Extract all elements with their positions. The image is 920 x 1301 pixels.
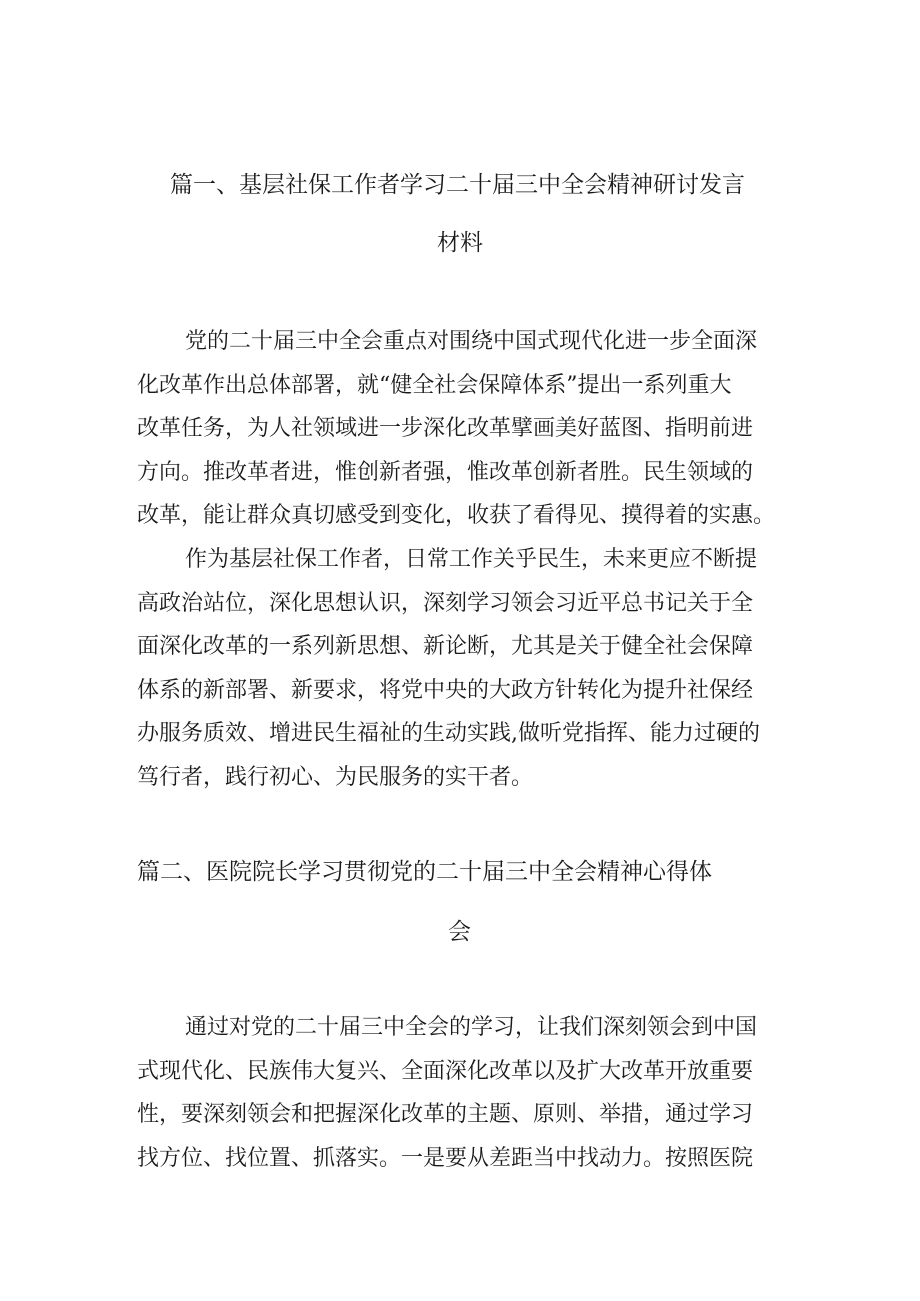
section-2-title-line-2: 会 — [448, 919, 471, 945]
paragraph-line: 找方位、找位置、抓落实。一是要从差距当中找动力。按照医院 — [137, 1145, 754, 1171]
paragraph-line: 笃行者，践行初心、为民服务的实干者。 — [137, 764, 534, 790]
section-1-title-line-1: 篇一、基层社保工作者学习二十届三中全会精神研讨发言 — [170, 172, 745, 198]
paragraph-line: 党的二十届三中全会重点对围绕中国式现代化进一步全面深 — [185, 329, 758, 354]
paragraph-line: 高政治站位，深化思想认识，深刻学习领会习近平总书记关于全 — [137, 590, 754, 616]
paragraph-line: 化改革作出总体部署，就“健全社会保障体系”提出一系列重大 — [137, 372, 732, 398]
paragraph-line: 改革任务，为人社领域进一步深化改革擘画美好蓝图、指明前进 — [137, 416, 754, 442]
section-2-body — [137, 1006, 797, 1180]
paragraph-line: 改革，能让群众真切感受到变化，收获了看得见、摸得着的实惠。 — [137, 503, 776, 529]
paragraph-line: 作为基层社保工作者，日常工作关乎民生，未来更应不断提 — [185, 546, 758, 572]
paragraph-line: 体系的新部署、新要求，将党中央的大政方针转化为提升社保经 — [137, 677, 754, 703]
section-1-body — [137, 320, 797, 800]
paragraph-line: 性，要深刻领会和把握深化改革的主题、原则、举措，通过学习 — [137, 1102, 754, 1128]
section-1-title-line-2: 材料 — [437, 230, 483, 256]
paragraph-line: 式现代化、民族伟大复兴、全面深化改革以及扩大改革开放重要 — [137, 1058, 754, 1084]
paragraph-line: 通过对党的二十届三中全会的学习，让我们深刻领会到中国 — [185, 1015, 758, 1040]
paragraph-line: 办服务质效、增进民生福祉的生动实践,做听党指挥、能力过硬的 — [137, 721, 760, 747]
paragraph-line: 面深化改革的一系列新思想、新论断，尤其是关于健全社会保障 — [137, 634, 754, 660]
section-2-title-line-1: 篇二、医院院长学习贯彻党的二十届三中全会精神心得体 — [137, 859, 712, 885]
paragraph-line: 方向。推改革者进，惟创新者强，惟改革创新者胜。民生领域的 — [137, 459, 754, 485]
